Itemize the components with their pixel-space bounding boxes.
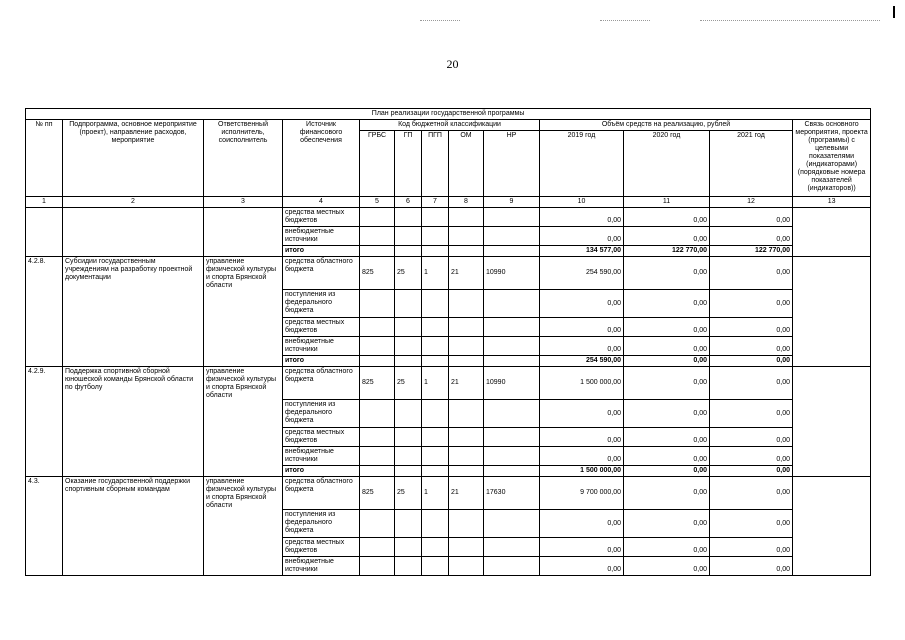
cell-2020: 0,00 (624, 477, 710, 510)
budget-plan-table (25, 108, 871, 576)
header-source: Источник финансового обеспечения (283, 120, 360, 197)
cell-2021: 0,00 (710, 447, 793, 466)
col-number: 8 (449, 197, 484, 208)
scan-speck (420, 20, 460, 22)
cell-program: Оказание государственной поддержки спортивным сборным командам (63, 477, 204, 576)
col-number: 1 (26, 197, 63, 208)
cell-2021: 0,00 (710, 257, 793, 290)
cell-grbs: 825 (360, 257, 395, 290)
col-number: 13 (793, 197, 871, 208)
cell-2020: 0,00 (624, 227, 710, 246)
cell-2021: 0,00 (710, 367, 793, 400)
cell-gp: 25 (395, 257, 422, 290)
cell-2020: 0,00 (624, 337, 710, 356)
cell-source: поступления из федерального бюджета (283, 510, 360, 538)
cell-2019: 0,00 (540, 337, 624, 356)
header-link: Связь основного мероприятия, проекта (программы) с целевыми показателями (индикаторами) (порядковые номера показателей (индикаторов)) (793, 120, 871, 197)
col-number: 5 (360, 197, 395, 208)
cell-gp: 25 (395, 367, 422, 400)
header-2020: 2020 год (624, 131, 710, 197)
cell-source: итого (283, 246, 360, 257)
cell-2021: 0,00 (710, 510, 793, 538)
table-header (26, 109, 871, 208)
cell-num: 4.3. (26, 477, 63, 576)
cell-2020: 0,00 (624, 510, 710, 538)
cell-2019: 0,00 (540, 318, 624, 337)
header-volume: Объём средств на реализацию, рублей (540, 120, 793, 131)
cell-pgp: 1 (422, 367, 449, 400)
cell-source: поступления из федерального бюджета (283, 290, 360, 318)
cell-2020: 0,00 (624, 208, 710, 227)
cell-source: средства областного бюджета (283, 257, 360, 290)
table-row (26, 208, 871, 227)
cell-2020: 0,00 (624, 318, 710, 337)
cell-om: 21 (449, 367, 484, 400)
cell-2019: 134 577,00 (540, 246, 624, 257)
header-gp: ГП (395, 131, 422, 197)
cell-link (793, 367, 871, 477)
col-number: 7 (422, 197, 449, 208)
cell-link (793, 257, 871, 367)
header-2021: 2021 год (710, 131, 793, 197)
column-numbers-row (26, 197, 871, 208)
cell-2019: 0,00 (540, 290, 624, 318)
table-title: План реализации государственной программы (26, 109, 871, 120)
scan-speck (700, 20, 880, 22)
col-number: 6 (395, 197, 422, 208)
cell-nr: 10990 (484, 257, 540, 290)
scan-speck (600, 20, 650, 22)
cell-2020: 0,00 (624, 428, 710, 447)
cell-program: Субсидии государственным учреждениям на разработку проектной документации (63, 257, 204, 367)
cell-2019: 0,00 (540, 227, 624, 246)
cell-2021: 0,00 (710, 428, 793, 447)
cell-2020: 0,00 (624, 557, 710, 576)
cell-grbs: 825 (360, 367, 395, 400)
cell-source: итого (283, 466, 360, 477)
cell-executor: управление физической культуры и спорта Брянской области (204, 367, 283, 477)
cell-2019: 0,00 (540, 557, 624, 576)
cell-2020: 0,00 (624, 538, 710, 557)
col-number: 12 (710, 197, 793, 208)
cell-num: 4.2.8. (26, 257, 63, 367)
page-number: 20 (446, 57, 459, 71)
col-number: 11 (624, 197, 710, 208)
cell-2019: 0,00 (540, 428, 624, 447)
cell-executor: управление физической культуры и спорта Брянской области (204, 257, 283, 367)
cell-2019: 0,00 (540, 447, 624, 466)
cell-program: Поддержка спортивной сборной юношеской команды Брянской области по футболу (63, 367, 204, 477)
cell-executor (204, 208, 283, 257)
cell-2020: 0,00 (624, 466, 710, 477)
table-row (26, 477, 871, 510)
cell-2020: 0,00 (624, 356, 710, 367)
cell-2021: 0,00 (710, 477, 793, 510)
cell-link (793, 477, 871, 576)
cell-source: внебюджетные источники (283, 447, 360, 466)
cell-2020: 0,00 (624, 400, 710, 428)
cell-2019: 0,00 (540, 400, 624, 428)
header-num: № пп (26, 120, 63, 197)
header-program: Подпрограмма, основное мероприятие (проект), направление расходов, мероприятие (63, 120, 204, 197)
col-number: 3 (204, 197, 283, 208)
cell-source: средства областного бюджета (283, 367, 360, 400)
cell-2020: 0,00 (624, 290, 710, 318)
cell-2021: 0,00 (710, 337, 793, 356)
cell-pgp: 1 (422, 257, 449, 290)
header-2019: 2019 год (540, 131, 624, 197)
cell-grbs: 825 (360, 477, 395, 510)
cell-2021: 0,00 (710, 227, 793, 246)
table-body (26, 208, 871, 576)
cell-nr: 17630 (484, 477, 540, 510)
cell-2021: 0,00 (710, 356, 793, 367)
cell-pgp: 1 (422, 477, 449, 510)
cell-source: внебюджетные источники (283, 227, 360, 246)
cell-source: внебюджетные источники (283, 557, 360, 576)
cell-2021: 0,00 (710, 208, 793, 227)
cell-source: средства областного бюджета (283, 477, 360, 510)
cell-2020: 0,00 (624, 367, 710, 400)
header-pgp: ПГП (422, 131, 449, 197)
cell-2019: 1 500 000,00 (540, 367, 624, 400)
cell-2021: 0,00 (710, 466, 793, 477)
cell-2019: 254 590,00 (540, 257, 624, 290)
cell-2021: 0,00 (710, 318, 793, 337)
cell-source: внебюджетные источники (283, 337, 360, 356)
col-number: 10 (540, 197, 624, 208)
cell-num (26, 208, 63, 257)
cell-num: 4.2.9. (26, 367, 63, 477)
cell-2021: 122 770,00 (710, 246, 793, 257)
cell-2021: 0,00 (710, 290, 793, 318)
header-grbs: ГРБС (360, 131, 395, 197)
cell-gp: 25 (395, 477, 422, 510)
cell-source: средства местных бюджетов (283, 318, 360, 337)
cell-link (793, 208, 871, 257)
header-budget-code: Код бюджетной классификации (360, 120, 540, 131)
col-number: 2 (63, 197, 204, 208)
col-number: 4 (283, 197, 360, 208)
cell-2021: 0,00 (710, 538, 793, 557)
scan-edge-mark (893, 6, 895, 18)
cell-source: средства местных бюджетов (283, 208, 360, 227)
table-row (26, 257, 871, 290)
cell-2019: 0,00 (540, 510, 624, 538)
cell-executor: управление физической культуры и спорта Брянской области (204, 477, 283, 576)
cell-2021: 0,00 (710, 557, 793, 576)
cell-nr: 10990 (484, 367, 540, 400)
table-row (26, 367, 871, 400)
cell-source: итого (283, 356, 360, 367)
header-om: ОМ (449, 131, 484, 197)
cell-2019: 0,00 (540, 538, 624, 557)
header-executor: Ответственный исполнитель, соисполнитель (204, 120, 283, 197)
cell-2020: 0,00 (624, 257, 710, 290)
cell-2019: 254 590,00 (540, 356, 624, 367)
cell-source: средства местных бюджетов (283, 428, 360, 447)
header-nr: НР (484, 131, 540, 197)
col-number: 9 (484, 197, 540, 208)
cell-om: 21 (449, 257, 484, 290)
cell-source: средства местных бюджетов (283, 538, 360, 557)
cell-program (63, 208, 204, 257)
cell-2020: 122 770,00 (624, 246, 710, 257)
cell-2019: 1 500 000,00 (540, 466, 624, 477)
cell-2019: 0,00 (540, 208, 624, 227)
cell-2021: 0,00 (710, 400, 793, 428)
cell-2019: 9 700 000,00 (540, 477, 624, 510)
cell-om: 21 (449, 477, 484, 510)
cell-2020: 0,00 (624, 447, 710, 466)
cell-source: поступления из федерального бюджета (283, 400, 360, 428)
